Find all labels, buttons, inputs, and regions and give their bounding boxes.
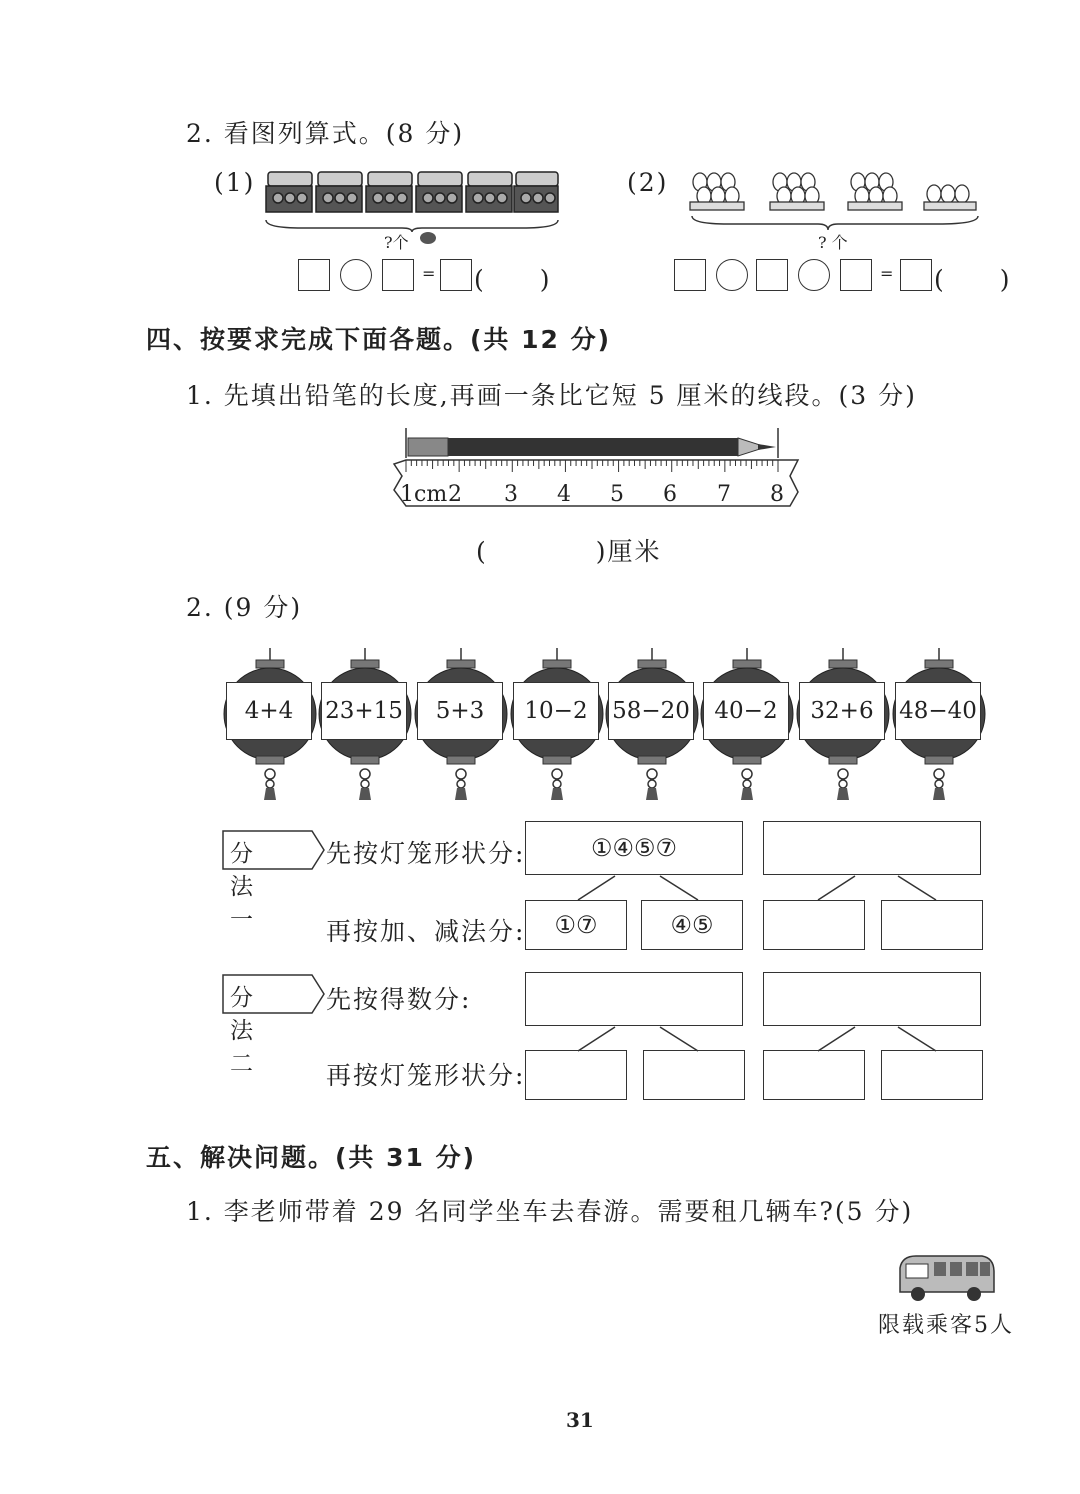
ruler-label-5: 5 — [610, 482, 624, 507]
section4-q1: 1. 先填出铅笔的长度,再画一条比它短 5 厘米的线段。(3 分) — [186, 381, 917, 410]
ruler-labels — [398, 482, 798, 510]
equals-sign: = — [880, 264, 894, 283]
lantern-expression-6: 40−2 — [703, 682, 789, 740]
lantern-expression-5: 58−20 — [608, 682, 694, 740]
method1-sub2-value: ④⑤ — [670, 911, 714, 939]
method2-sub4[interactable] — [881, 1050, 983, 1100]
answer-box-2d[interactable] — [900, 259, 932, 291]
tray-3 — [848, 173, 902, 210]
method1-group2[interactable] — [763, 821, 981, 875]
ruler-label-3: 3 — [504, 482, 518, 507]
section4-q2: 2. (9 分) — [186, 593, 303, 622]
carton-5 — [466, 172, 512, 212]
method1-sub1-value: ①⑦ — [554, 911, 598, 939]
lantern-expression-8: 48−40 — [895, 682, 981, 740]
unit-paren-2[interactable]: ( ) — [934, 265, 1012, 294]
tray-1 — [690, 173, 744, 210]
ruler-label-8: 8 — [770, 482, 784, 507]
method1-sub3[interactable] — [763, 900, 865, 950]
method1-step2: 再按加、减法分: — [326, 917, 526, 946]
answer-box-1c[interactable] — [440, 259, 472, 291]
method1-group1-value: ①④⑤⑦ — [590, 834, 678, 862]
lantern-expression-4: 10−2 — [513, 682, 599, 740]
operator-circle-2a[interactable] — [716, 259, 748, 291]
carton-6 — [514, 172, 558, 212]
section5-q1: 1. 李老师带着 29 名同学坐车去春游。需要租几辆车?(5 分) — [186, 1197, 914, 1226]
lantern-expression-2: 23+15 — [321, 682, 407, 740]
method1-group1[interactable] — [525, 821, 743, 875]
operator-circle-1a[interactable] — [340, 259, 372, 291]
bus-caption: 限载乘客5人 — [878, 1313, 1014, 1338]
pencil-length-answer[interactable]: ( )厘米 — [476, 537, 662, 566]
answer-box-2b[interactable] — [756, 259, 788, 291]
tray-2 — [770, 173, 824, 210]
ruler-label-7: 7 — [717, 482, 731, 507]
egg-carton-boxes-illustration — [262, 162, 562, 232]
ruler-label-6: 6 — [663, 482, 677, 507]
method1-sub2[interactable] — [641, 900, 743, 950]
method2-group1[interactable] — [525, 972, 743, 1026]
part2-brace-label: ? 个 — [818, 233, 848, 252]
method1-connectors — [520, 874, 990, 902]
pencil — [408, 438, 776, 456]
carton-1 — [266, 172, 312, 212]
q2-title: 2. 看图列算式。(8 分) — [186, 119, 465, 148]
brace — [266, 220, 558, 232]
carton-icon — [420, 232, 436, 244]
lantern-expression-3: 5+3 — [417, 682, 503, 740]
operator-circle-2b[interactable] — [798, 259, 830, 291]
method2-step2: 再按灯笼形状分: — [326, 1061, 526, 1090]
equals-sign: = — [422, 264, 436, 283]
lantern-expression-1: 4+4 — [226, 682, 312, 740]
bus-icon — [894, 1250, 1000, 1306]
method2-connectors — [520, 1025, 990, 1053]
ruler-label-1cm: 1cm — [400, 482, 448, 507]
lantern-expression-7: 32+6 — [799, 682, 885, 740]
tray-4 — [924, 185, 976, 210]
method1-sub4[interactable] — [881, 900, 983, 950]
carton-3 — [366, 172, 412, 212]
page-number: 31 — [566, 1408, 594, 1432]
method2-step1: 先按得数分: — [326, 985, 472, 1014]
method1-sub1[interactable] — [525, 900, 627, 950]
part1-brace-label: ?个 — [384, 233, 409, 252]
carton-4 — [416, 172, 462, 212]
unit-paren-1[interactable]: ( ) — [474, 265, 552, 294]
carton-2 — [316, 172, 362, 212]
answer-box-2a[interactable] — [674, 259, 706, 291]
answer-box-1b[interactable] — [382, 259, 414, 291]
method1-tag-label: 分法一 — [230, 841, 253, 933]
part2-label: (2) — [627, 168, 669, 197]
section4-title: 四、按要求完成下面各题。(共 12 分) — [146, 325, 612, 354]
method2-sub1[interactable] — [525, 1050, 627, 1100]
method2-group2[interactable] — [763, 972, 981, 1026]
ruler-label-4: 4 — [557, 482, 571, 507]
method2-sub3[interactable] — [763, 1050, 865, 1100]
brace — [692, 216, 978, 230]
method2-sub2[interactable] — [643, 1050, 745, 1100]
section5-title: 五、解决问题。(共 31 分) — [146, 1143, 477, 1172]
part1-label: (1) — [214, 168, 256, 197]
egg-trays-illustration — [688, 162, 988, 232]
ruler-label-2: 2 — [448, 482, 462, 507]
answer-box-1a[interactable] — [298, 259, 330, 291]
answer-box-2c[interactable] — [840, 259, 872, 291]
method1-step1: 先按灯笼形状分: — [326, 839, 526, 868]
method2-tag-label: 分法二 — [230, 985, 253, 1077]
